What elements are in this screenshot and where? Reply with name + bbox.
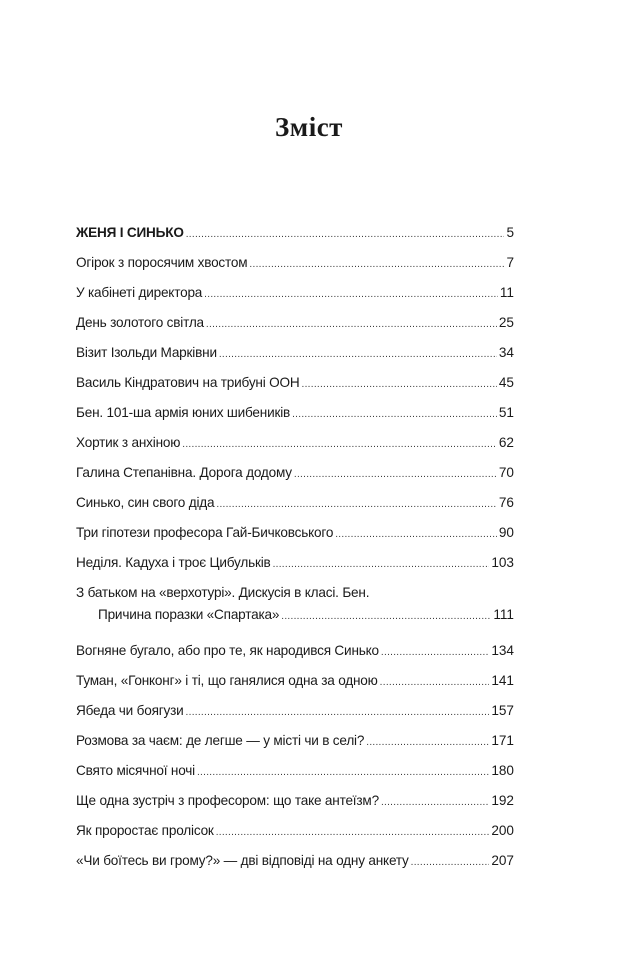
toc-entry: [76, 726, 514, 756]
table-of-contents: [76, 218, 514, 876]
toc-entry-title: Туман, «Гонконг» і ті, що ганялися одна за одною: [76, 673, 378, 688]
toc-entry-title: Огірок з поросячим хвостом: [76, 255, 248, 270]
toc-entry: [76, 636, 514, 666]
toc-leader-dots: [381, 788, 489, 818]
toc-page-number: 157: [491, 703, 514, 718]
toc-entry-title: ЖЕНЯ І СИНЬКО: [76, 225, 184, 240]
toc-page-number: 70: [498, 465, 514, 480]
toc-leader-dots: [411, 848, 490, 878]
toc-entry-title-line2: Причина поразки «Спартака»: [98, 607, 280, 622]
toc-page-number: 62: [498, 435, 514, 450]
toc-entry: [76, 458, 514, 488]
toc-leader-dots: [206, 310, 497, 340]
toc-page-number: 34: [498, 345, 514, 360]
toc-entry-title: Вогняне бугало, або про те, як народився Синько: [76, 643, 379, 658]
toc-page-number: 180: [491, 763, 514, 778]
toc-page-number: 141: [491, 673, 514, 688]
toc-entry-title: Розмова за чаєм: де легше — у місті чи в селі?: [76, 733, 365, 748]
toc-entry-title: Василь Кіндратович на трибуні ООН: [76, 375, 300, 390]
toc-leader-dots: [186, 220, 505, 250]
toc-page-number: 25: [498, 315, 514, 330]
toc-entry: [76, 308, 514, 338]
toc-leader-dots: [216, 818, 490, 848]
toc-leader-dots: [335, 520, 497, 550]
toc-entry-title-line1: З батьком на «верхотурі». Дискусія в класі. Бен.: [76, 585, 370, 600]
toc-page-number: 7: [506, 255, 514, 270]
toc-entry-title: Три гіпотези професора Гай-Бичковського: [76, 525, 334, 540]
toc-page-number: 134: [491, 643, 514, 658]
toc-entry-title: Бен. 101-ша армія юних шибеників: [76, 405, 291, 420]
toc-entry: [76, 846, 514, 876]
toc-entry-title: Ябеда чи боягузи: [76, 703, 184, 718]
toc-leader-dots: [366, 728, 489, 758]
toc-leader-dots: [380, 668, 490, 698]
page-title: Зміст: [275, 112, 343, 142]
toc-page-number: 192: [491, 793, 514, 808]
toc-page-number: 207: [491, 853, 514, 868]
toc-entry-title: «Чи боїтесь ви грому?» — дві відповіді на одну анкету: [76, 853, 409, 868]
toc-page-number: 90: [498, 525, 514, 540]
toc-entry: [76, 816, 514, 846]
toc-entry-title: У кабінеті директора: [76, 285, 203, 300]
toc-entry: [76, 756, 514, 786]
toc-entry: [76, 338, 514, 368]
toc-page-number: 200: [491, 823, 514, 838]
toc-leader-dots: [204, 280, 498, 310]
toc-entry-title: Ще одна зустріч з професором: що таке антеїзм?: [76, 793, 379, 808]
toc-entry: [76, 218, 514, 248]
toc-entry-title: Неділя. Кадуха і троє Цибульків: [76, 555, 271, 570]
toc-page-number: 111: [493, 607, 514, 622]
toc-page-number: 51: [498, 405, 514, 420]
toc-leader-dots: [302, 370, 497, 400]
toc-entry: [76, 428, 514, 458]
toc-leader-dots: [197, 758, 489, 788]
toc-page-number: 11: [499, 285, 514, 300]
toc-leader-dots: [249, 250, 504, 280]
toc-leader-dots: [186, 698, 490, 728]
toc-page-number: 76: [498, 495, 514, 510]
toc-entry: [76, 548, 514, 578]
toc-entry: [76, 278, 514, 308]
toc-entry-title: День золотого світла: [76, 315, 204, 330]
toc-leader-dots: [294, 460, 497, 490]
toc-page-number: 45: [498, 375, 514, 390]
toc-entry: [76, 786, 514, 816]
toc-entry: [76, 398, 514, 428]
toc-entry-title: Синько, син свого діда: [76, 495, 215, 510]
toc-page-number: 171: [491, 733, 514, 748]
toc-entry: [76, 368, 514, 398]
toc-leader-dots: [273, 550, 490, 580]
toc-entry: [76, 248, 514, 278]
toc-entry-title: Свято місячної ночі: [76, 763, 195, 778]
toc-leader-dots: [281, 606, 491, 628]
toc-entry-title: Галина Степанівна. Дорога додому: [76, 465, 292, 480]
toc-leader-dots: [381, 638, 489, 668]
toc-leader-dots: [182, 430, 497, 460]
toc-page-number: 103: [491, 555, 514, 570]
toc-entry: [76, 666, 514, 696]
toc-leader-dots: [216, 490, 497, 520]
toc-entry-title: Хортик з анхіною: [76, 435, 181, 450]
toc-entry: [76, 578, 514, 636]
toc-entry: [76, 518, 514, 548]
toc-entry: [76, 488, 514, 518]
toc-leader-dots: [219, 340, 497, 370]
toc-entry-title: Візит Ізольди Марківни: [76, 345, 217, 360]
toc-leader-dots: [292, 400, 497, 430]
toc-entry: [76, 696, 514, 726]
toc-page-number: 5: [506, 225, 514, 240]
toc-entry-title: Як проростає пролісок: [76, 823, 214, 838]
